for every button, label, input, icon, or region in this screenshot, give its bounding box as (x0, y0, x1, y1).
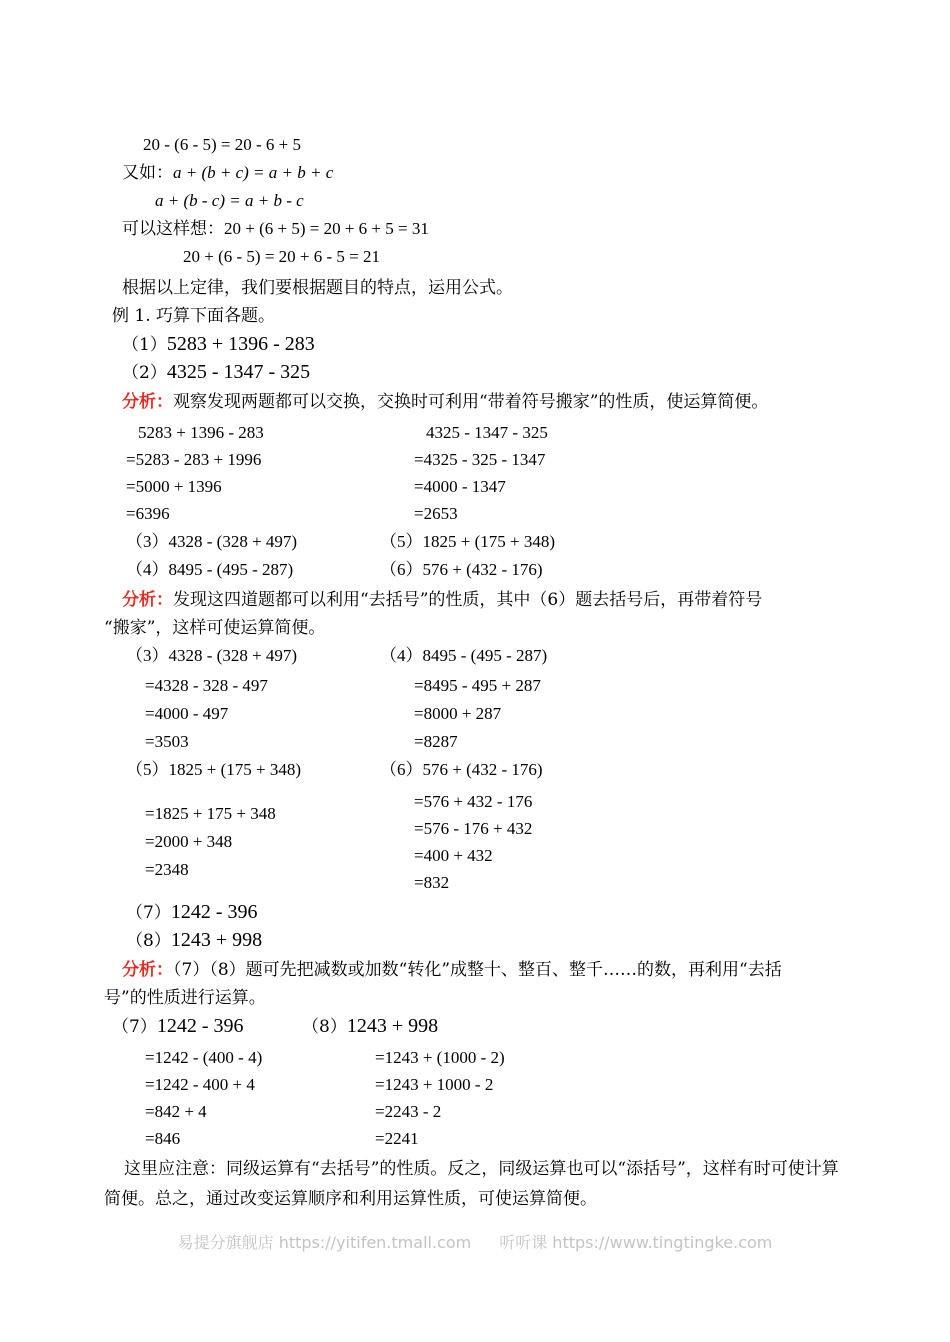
analysis-label: 分析： (122, 590, 173, 610)
problem-label: （7） (112, 1017, 157, 1037)
solution-step: =4000 - 1347 (414, 477, 506, 496)
problem-2 (122, 361, 310, 384)
analysis-label: 分析： (122, 392, 173, 412)
text-prefix: 可以这样想： (122, 219, 224, 239)
solution-step: =5000 + 1396 (126, 477, 222, 496)
problem-expression: 4325 - 1347 - 325 (166, 361, 311, 383)
solution-step: =1825 + 175 + 348 (145, 804, 276, 823)
solution-step: =576 - 176 + 432 (414, 819, 533, 838)
solution-step: =4328 - 328 - 497 (145, 676, 268, 695)
analysis-3 (122, 959, 782, 981)
formula: a + (b + c) = a + b + c (173, 163, 334, 182)
footer-link-site[interactable]: 听听课 https://www.tingtingke.com (499, 1233, 773, 1252)
problem-expression: 1243 + 998 (346, 1015, 439, 1037)
analysis-text: 发现这四道题都可以利用“去括号”的性质，其中（6）题去括号后，再带着符号 (173, 590, 763, 610)
problem-8 (126, 929, 262, 952)
solution-step: =842 + 4 (145, 1102, 207, 1121)
solution-step: =8495 - 495 + 287 (414, 676, 541, 695)
formula: 20 + (6 + 5) = 20 + 6 + 5 = 31 (224, 219, 429, 238)
analysis-text: 观察发现两题都可以交换，交换时可利用“带着符号搬家”的性质，使运算简便。 (173, 392, 769, 412)
problem-3: （3）4328 - (328 + 497) (126, 532, 298, 551)
solution-step: =3503 (145, 732, 189, 751)
solution-step: =1242 - 400 + 4 (145, 1075, 255, 1094)
formula-line: 20 + (6 - 5) = 20 + 6 - 5 = 21 (183, 247, 380, 266)
solution-step: =2241 (375, 1129, 419, 1148)
solution-step: =2000 + 348 (145, 832, 233, 851)
analysis-text: （7）（8）题可先把减数或加数“转化”成整十、整百、整千……的数，再利用“去括 (173, 960, 782, 980)
problem-expression: 1242 - 396 (156, 1015, 244, 1037)
solution-step: =846 (145, 1129, 181, 1148)
formula-line (122, 162, 333, 184)
analysis-1 (122, 391, 768, 413)
solution-step: =2348 (145, 860, 189, 879)
solution-head (112, 1015, 244, 1038)
problem-1 (122, 333, 315, 356)
example-title: 例 1. 巧算下面各题。 (112, 306, 276, 326)
solution-head: （3）4328 - (328 + 497) (126, 646, 298, 665)
problem-6: （6）576 + (432 - 176) (380, 560, 543, 579)
footer-link-shop[interactable]: 易提分旗舰店 https://yitifen.tmall.com (177, 1233, 472, 1252)
problem-label: （8） (302, 1017, 347, 1037)
problem-5: （5）1825 + (175 + 348) (380, 532, 555, 551)
solution-head (302, 1015, 438, 1038)
problem-4: （4）8495 - (495 - 287) (126, 560, 294, 579)
problem-expression: 1243 + 998 (170, 929, 263, 951)
solution-head: （5）1825 + (175 + 348) (126, 760, 301, 779)
solution-step: =576 + 432 - 176 (414, 792, 533, 811)
solution-step: =5283 - 283 + 1996 (126, 450, 262, 469)
solution-step: =2653 (414, 504, 458, 523)
problem-label: （2） (122, 363, 167, 383)
analysis-3-cont: 号”的性质进行运算。 (104, 988, 266, 1008)
solution-step: =1243 + (1000 - 2) (375, 1048, 505, 1067)
analysis-2-cont: “搬家”，这样可使运算简便。 (104, 618, 326, 638)
problem-expression: 5283 + 1396 - 283 (166, 333, 315, 355)
formula-line: a + (b - c) = a + b - c (155, 191, 304, 210)
solution-step: =8287 (414, 732, 458, 751)
solution-step: =6396 (126, 504, 170, 523)
problem-expression: 1242 - 396 (170, 901, 258, 923)
solution-step: =4325 - 325 - 1347 (414, 450, 546, 469)
note-paragraph: 这里应注意：同级运算有“去括号”的性质。反之，同级运算也可以“添括号”，这样有时可使计算简便。总之，通过改变运算顺序和利用运算性质，可使运算简便。 (104, 1159, 839, 1209)
text-prefix: 又如： (122, 163, 173, 183)
solution-step: =400 + 432 (414, 846, 493, 865)
problem-label: （7） (126, 903, 171, 923)
solution-step: =1243 + 1000 - 2 (375, 1075, 494, 1094)
problem-label: （1） (122, 335, 167, 355)
analysis-label: 分析： (122, 960, 173, 980)
formula-line: 20 - (6 - 5) = 20 - 6 + 5 (143, 135, 301, 154)
paragraph: 根据以上定律，我们要根据题目的特点，运用公式。 (122, 278, 513, 298)
solution-step: =4000 - 497 (145, 704, 229, 723)
formula-line (122, 218, 429, 240)
solution-step: =1242 - (400 - 4) (145, 1048, 263, 1067)
solution-head: （6）576 + (432 - 176) (380, 760, 543, 779)
solution-step: 4325 - 1347 - 325 (426, 423, 548, 442)
problem-7 (126, 901, 258, 924)
problem-label: （8） (126, 931, 171, 951)
solution-step: 5283 + 1396 - 283 (138, 423, 264, 442)
analysis-2 (122, 589, 762, 611)
footer (0, 1230, 950, 1253)
solution-step: =2243 - 2 (375, 1102, 442, 1121)
solution-step: =8000 + 287 (414, 704, 502, 723)
solution-step: =832 (414, 873, 450, 892)
solution-head: （4）8495 - (495 - 287) (380, 646, 548, 665)
